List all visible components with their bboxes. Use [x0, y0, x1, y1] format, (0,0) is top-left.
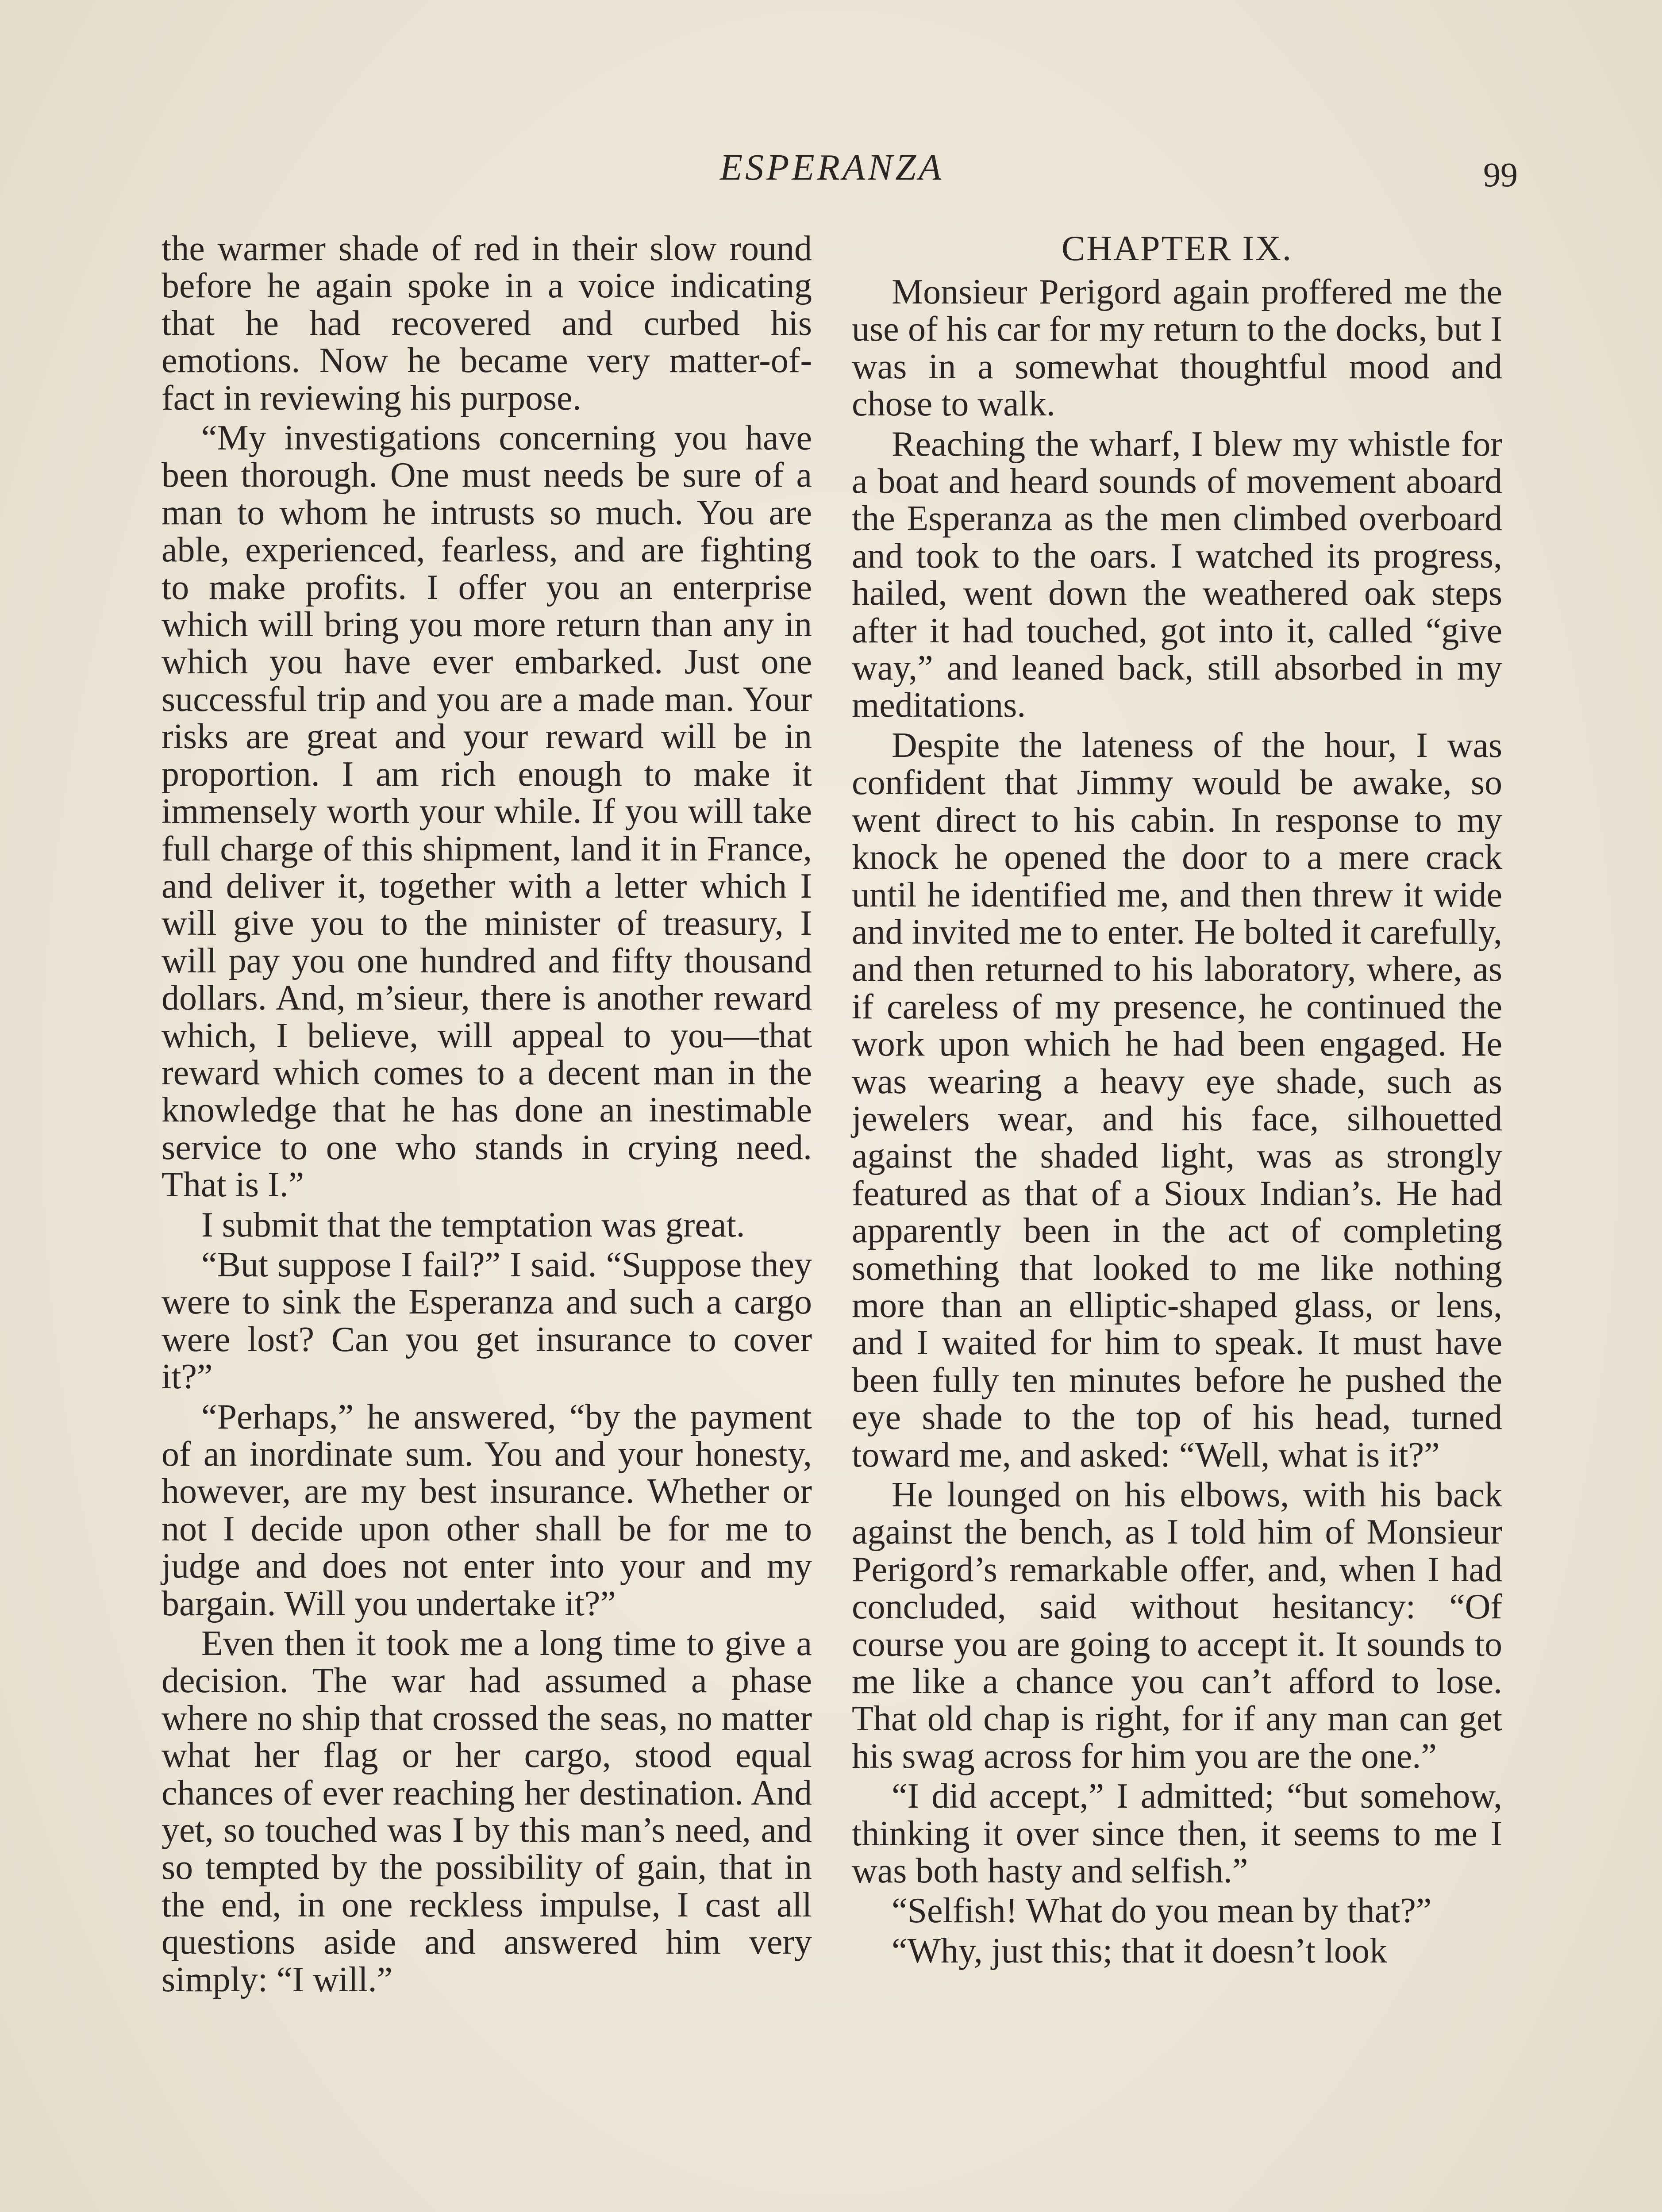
paragraph: “My investigations concerning you have been thorough. One must needs be sure of a man to whom he intrusts so much. You are able, experienced, fearless, and are fighting to make profits. I offer you an enterprise which will bring you more return than any in which you have ever embarked. Just one successful trip and you are a made man. Your risks are great and your reward will be in proportion. I am rich enough to make it immensely worth your while. If you will take full charge of this shipment, land it in France, and deliver it, together with a letter which I will give you to the minister of treasury, I will pay you one hundred and fifty thousand dollars. And, m’sieur, there is another reward which, I believe, will appeal to you—that reward which comes to a decent man in the knowledge that he has done an inestimable service to one who stands in crying need. That is I.” [162, 419, 812, 1205]
paragraph: “Why, just this; that it doesn’t look [892, 1931, 1387, 1970]
paragraph: Monsieur Perigord again proffered me the use of his car for my return to the docks, but I was in a somewhat thoughtful mood and chose to walk. [852, 273, 1502, 424]
paragraph: He lounged on his elbows, with his back against the bench, as I told him of Monsieur Perigord’s remarkable offer, and, when I had concluded, said without hesitancy: “Of course you are going to accept it. It sounds to me like a chance you can’t afford to lose. That old chap is right, for if any man can get his swag across for him you are the one.” [852, 1475, 1502, 1776]
running-title: ESPERANZA [719, 147, 944, 188]
paragraph: I submit that the temptation was great. [201, 1205, 745, 1244]
paragraph: “Perhaps,” he answered, “by the payment of an inordinate sum. You and your honesty, however, are my best insurance. Whether or not I decide upon other shall be for me to judge and does not enter into your and my bargain. Will you undertake it?” [162, 1397, 812, 1623]
page-number: 99 [1483, 155, 1518, 194]
paragraph: Reaching the wharf, I blew my whistle for a boat and heard sounds of movement aboard the Esperanza as the men climbed overboard and took to the oars. I watched its progress, hailed, went down the weathered oak steps after it had touched, got into it, called “give way,” and leaned back, still absorbed in my meditations. [852, 424, 1502, 725]
paragraph: “I did accept,” I admitted; “but somehow, thinking it over since then, it seems to me I was both hasty and selfish.” [852, 1777, 1502, 1891]
paragraph: Despite the lateness of the hour, I was confident that Jimmy would be awake, so went direct to his cabin. In response to my knock he opened the door to a mere crack until he identified me, and then threw it wide and invited me to enter. He bolted it carefully, and then returned to his laboratory, where, as if careless of my presence, he continued the work upon which he had been engaged. He was wearing a heavy eye shade, such as jewelers wear, and his face, silhouetted against the shaded light, was as strongly featured as that of a Sioux Indian’s. He had apparently been in the act of completing something that looked to me like nothing more than an elliptic-shaped glass, or lens, and I waited for him to speak. It must have been fully ten minutes before he pushed the eye shade to the top of his head, turned toward me, and asked: “Well, what is it?” [852, 726, 1502, 1475]
chapter-heading: CHAPTER IX. [1062, 229, 1293, 268]
paragraph: “But suppose I fail?” I said. “Suppose they were to sink the Esperanza and such a cargo were lost? Can you get insurance to cover it?” [162, 1245, 812, 1397]
right-column [852, 230, 1502, 1970]
paragraph: “Selfish! What do you mean by that?” [892, 1891, 1432, 1931]
left-column [162, 230, 812, 1998]
paragraph: Even then it took me a long time to give a decision. The war had assumed a phase where no ship that crossed the seas, no matter what her flag or her cargo, stood equal chances of ever reaching her destination. And yet, so touched was I by this man’s need, and so tempted by the possibility of gain, that in the end, in one reckless impulse, I cast all questions aside and answered him very simply: “I will.” [162, 1624, 812, 1999]
paragraph: the warmer shade of red in their slow round before he again spoke in a voice indicating that he had recovered and curbed his emotions. Now he became very matter-of-fact in reviewing his purpose. [162, 229, 812, 418]
